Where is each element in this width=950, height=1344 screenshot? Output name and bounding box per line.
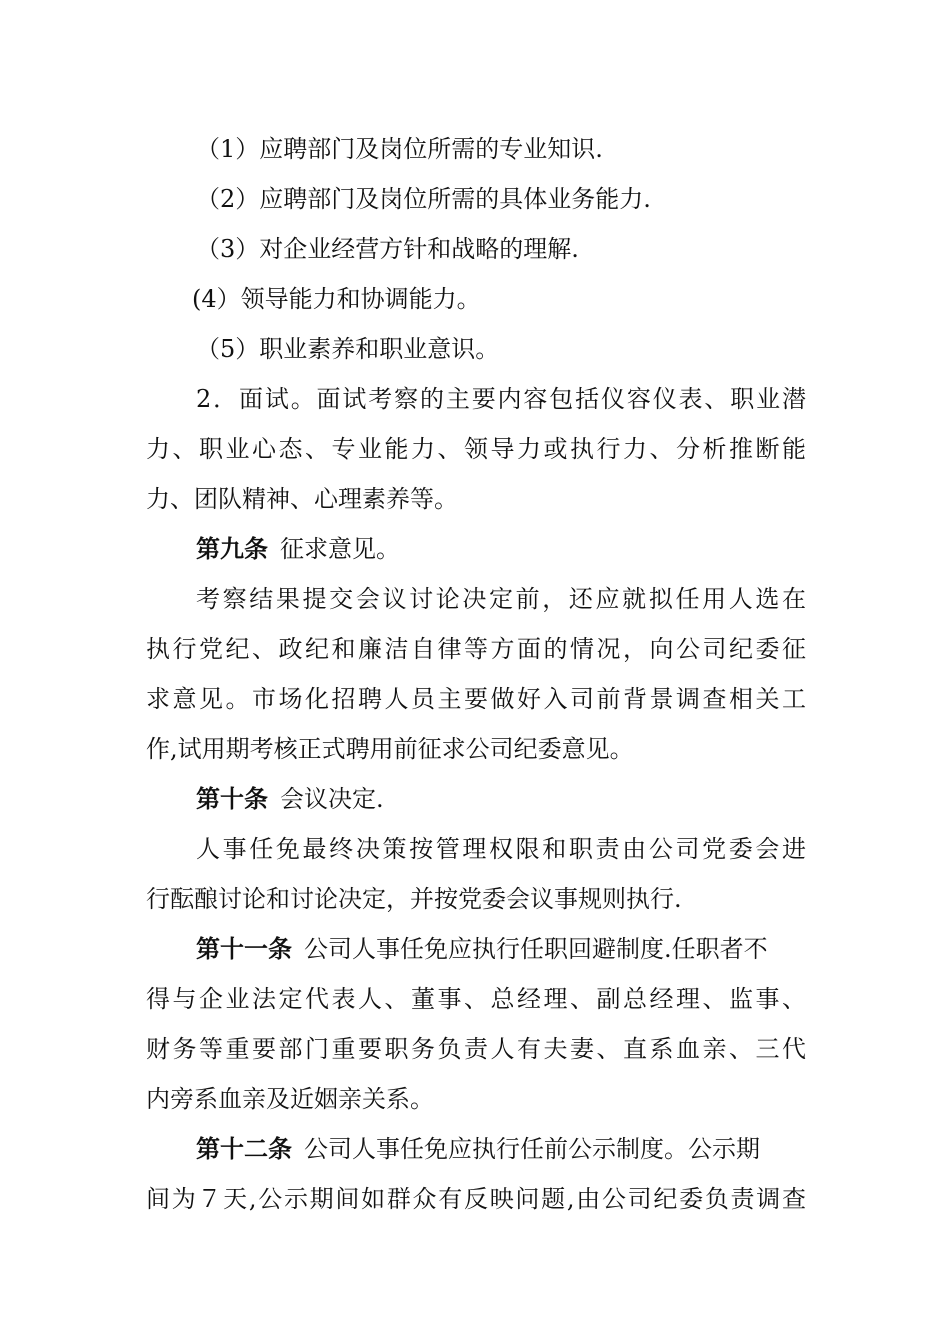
article-number: 第十二条: [196, 1134, 292, 1163]
paragraph-line: 得与企业法定代表人、董事、总经理、副总经理、监事、: [146, 985, 806, 1013]
article-number: 第十条: [196, 784, 268, 813]
article-heading: [146, 524, 806, 574]
paragraph-line: 人事任免最终决策按管理权限和职责由公司党委会进: [196, 835, 806, 863]
paragraph-line: 力、职业心态、专业能力、领导力或执行力、分析推断能: [146, 435, 806, 463]
paragraph-line: 2．面试。面试考察的主要内容包括仪容仪表、职业潜: [196, 385, 806, 413]
list-item: (4）领导能力和协调能力。: [192, 285, 481, 313]
article-title: 征求意见。: [280, 535, 400, 563]
list-item: （5）职业素养和职业意识。: [196, 335, 500, 363]
paragraph-line: 考察结果提交会议讨论决定前，还应就拟任用人选在: [196, 585, 806, 613]
paragraph-line: 作,试用期考核正式聘用前征求公司纪委意见。: [146, 735, 634, 763]
article-text: 公司人事任免应执行任职回避制度.任职者不: [304, 935, 768, 963]
article-title: 会议决定.: [280, 785, 384, 813]
article-number: 第九条: [196, 534, 268, 563]
article-text: 公司人事任免应执行任前公示制度。公示期: [304, 1135, 760, 1163]
paragraph-line: 间为７天,公示期间如群众有反映问题,由公司纪委负责调查: [146, 1185, 806, 1213]
paragraph-line: 力、团队精神、心理素养等。: [146, 485, 458, 513]
article-heading: [146, 774, 806, 824]
list-item: （2）应聘部门及岗位所需的具体业务能力.: [196, 185, 651, 213]
paragraph-line: 行酝酿讨论和讨论决定，并按党委会议事规则执行.: [146, 885, 682, 913]
paragraph-line: 内旁系血亲及近姻亲关系。: [146, 1085, 434, 1113]
article-heading: [146, 1124, 806, 1174]
list-item: （3）对企业经营方针和战略的理解.: [196, 235, 579, 263]
list-item: （1）应聘部门及岗位所需的专业知识.: [196, 135, 603, 163]
paragraph-line: 财务等重要部门重要职务负责人有夫妻、直系血亲、三代: [146, 1035, 806, 1063]
article-number: 第十一条: [196, 934, 292, 963]
paragraph-line: 求意见。市场化招聘人员主要做好入司前背景调查相关工: [146, 685, 806, 713]
document-body: [146, 124, 806, 1224]
article-heading: [146, 924, 806, 974]
paragraph-line: 执行党纪、政纪和廉洁自律等方面的情况，向公司纪委征: [146, 635, 806, 663]
